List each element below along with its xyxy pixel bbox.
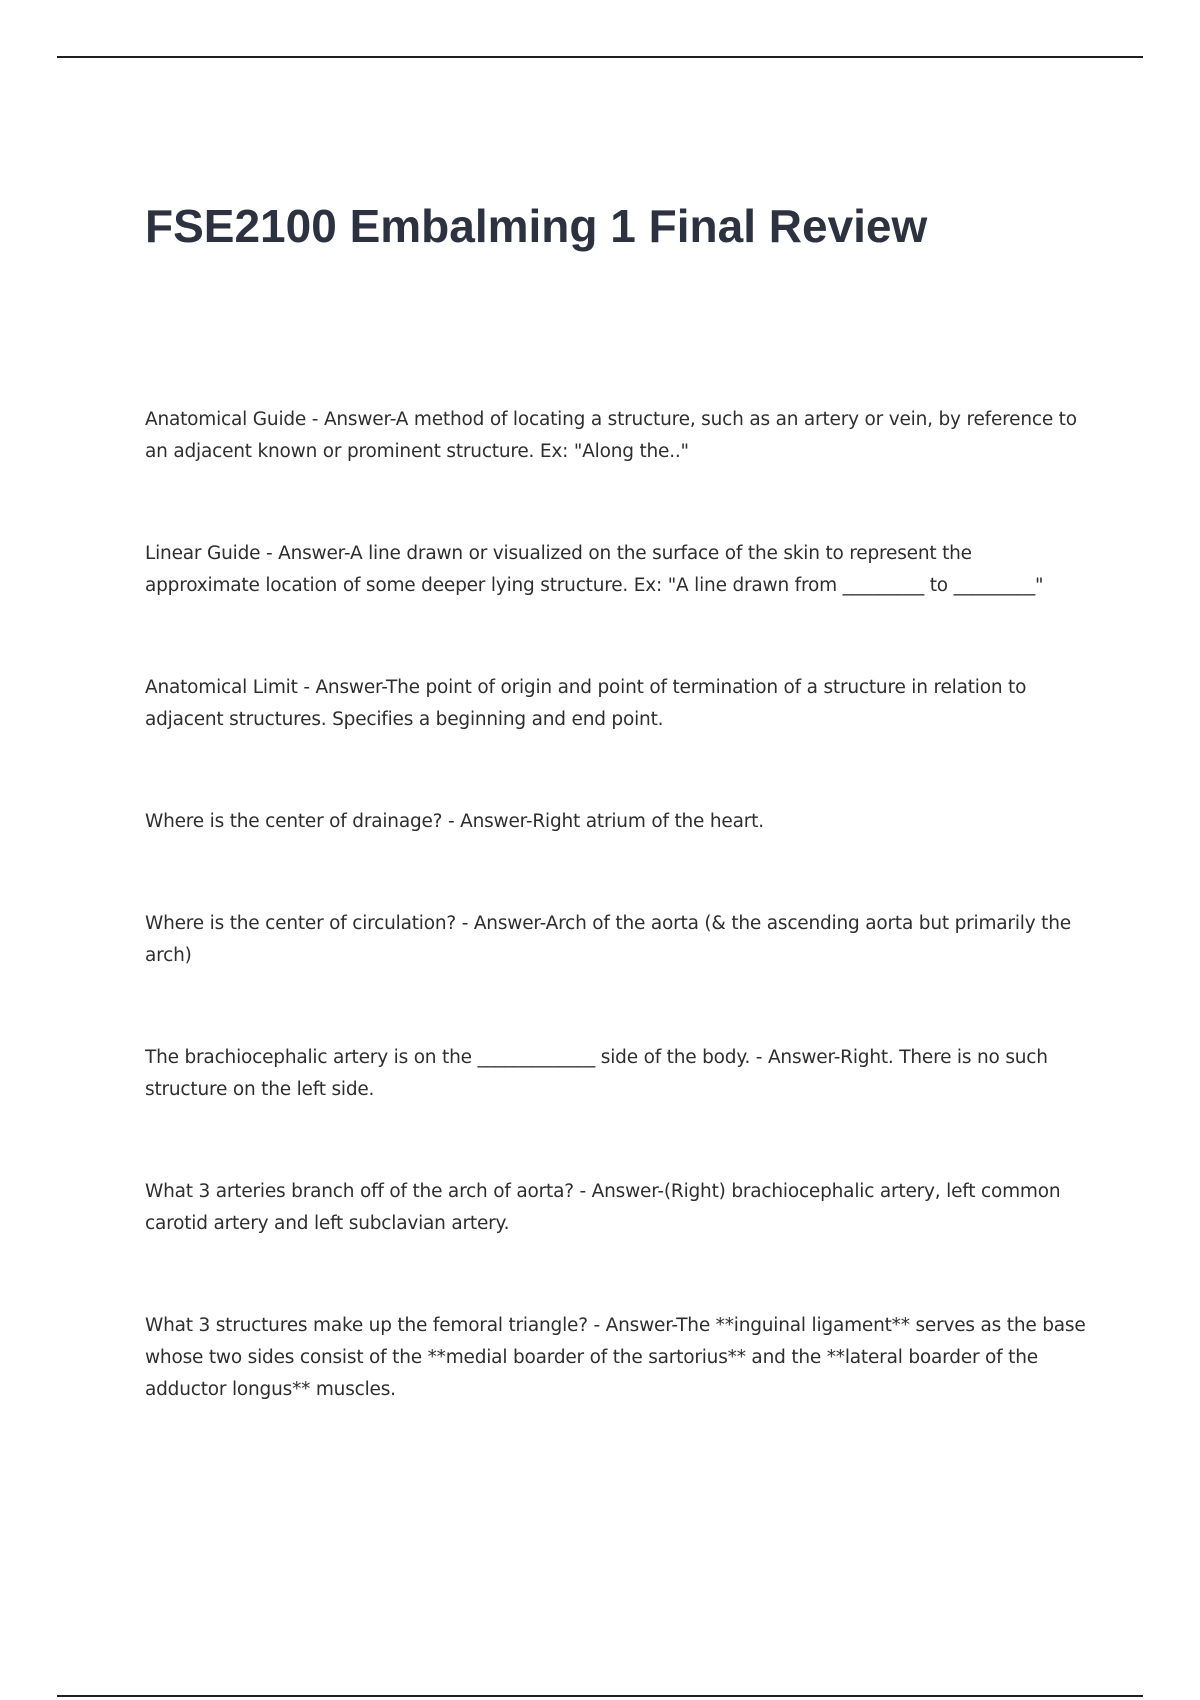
qa-item-anatomical-guide: Anatomical Guide - Answer-A method of locating a structure, such as an artery or vein, by reference to an adjacent known or prominent structure. Ex: "Along the..": [145, 409, 1077, 462]
top-rule: [57, 56, 1143, 58]
qa-item-arch-branches: What 3 arteries branch off of the arch of aorta? - Answer-(Right) brachiocephalic artery, left common carotid artery and left subclavian artery.: [145, 1181, 1061, 1234]
document-title: FSE2100 Embalming 1 Final Review: [145, 200, 928, 252]
qa-item-femoral-triangle: What 3 structures make up the femoral triangle? - Answer-The **inguinal ligament** serves as the base whose two sides consist of the **medial boarder of the sartorius** and the **lateral boarder of the adductor longus** muscles.: [145, 1315, 1086, 1400]
qa-item-center-of-circulation: Where is the center of circulation? - Answer-Arch of the aorta (& the ascending aorta but primarily the arch): [145, 913, 1071, 966]
bottom-rule: [57, 1695, 1143, 1697]
qa-list: [145, 404, 1090, 1476]
qa-item-anatomical-limit: Anatomical Limit - Answer-The point of origin and point of termination of a structure in relation to adjacent structures. Specifies a beginning and end point.: [145, 677, 1027, 730]
qa-item-linear-guide: Linear Guide - Answer-A line drawn or visualized on the surface of the skin to represent the approximate location of some deeper lying structure. Ex: "A line drawn from _________ to _________": [145, 543, 1044, 596]
qa-item-center-of-drainage: Where is the center of drainage? - Answer-Right atrium of the heart.: [145, 811, 764, 832]
qa-item-brachiocephalic-artery: The brachiocephalic artery is on the _____________ side of the body. - Answer-Right. There is no such structure on the left side.: [145, 1047, 1048, 1100]
